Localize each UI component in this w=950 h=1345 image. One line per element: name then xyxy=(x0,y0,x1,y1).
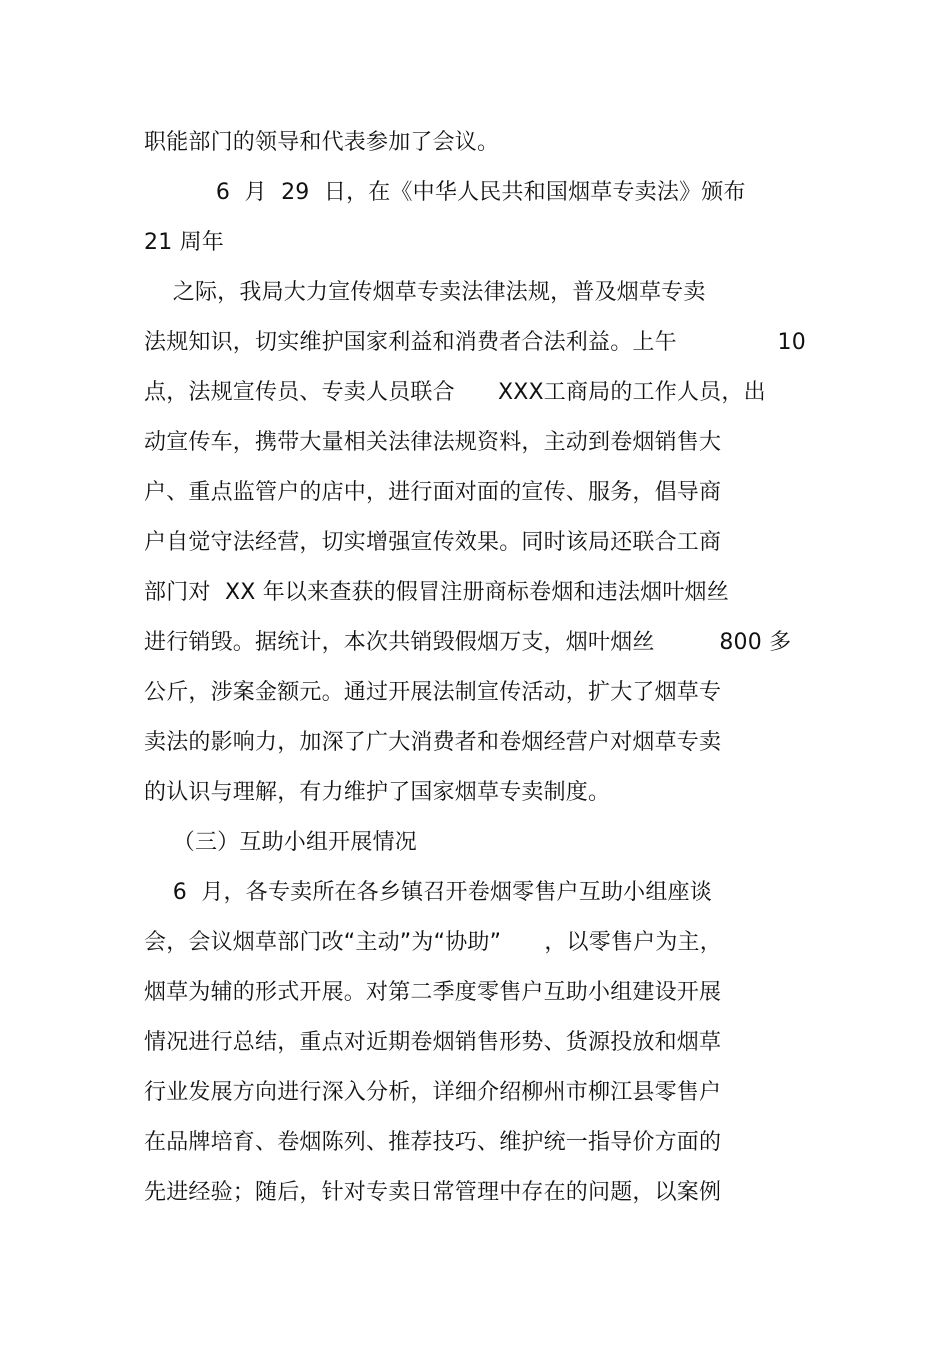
text-line: 在品牌培育、卷烟陈列、推荐技巧、维护统一指导价方面的 xyxy=(144,1130,722,1155)
text-line: 公斤，涉案金额元。通过开展法制宣传活动，扩大了烟草专 xyxy=(144,680,722,705)
text-line: 先进经验；随后，针对专卖日常管理中存在的问题，以案例 xyxy=(144,1180,722,1205)
text-line: 法规知识，切实维护国家利益和消费者合法利益。上午 10 xyxy=(144,330,806,355)
text-line: 动宣传车，携带大量相关法律法规资料，主动到卷烟销售大 xyxy=(144,430,722,455)
text-line: 6 月，各专卖所在各乡镇召开卷烟零售户互助小组座谈 xyxy=(144,880,712,905)
text-line: 会，会议烟草部门改“主动”为“协助” ，以零售户为主， xyxy=(144,930,722,955)
text-line: 6 月 29 日，在《中华人民共和国烟草专卖法》颁布 xyxy=(144,180,746,205)
text-line: 户自觉守法经营，切实增强宣传效果。同时该局还联合工商 xyxy=(144,530,722,555)
text-line: 进行销毁。据统计，本次共销毁假烟万支，烟叶烟丝 800 多 xyxy=(144,630,792,655)
text-line: 点，法规宣传员、专卖人员联合 XXX工商局的工作人员，出 xyxy=(144,380,766,405)
text-line: 的认识与理解，有力维护了国家烟草专卖制度。 xyxy=(144,780,611,805)
text-line: 之际，我局大力宣传烟草专卖法律法规，普及烟草专卖 xyxy=(144,280,706,305)
text-line: 职能部门的领导和代表参加了会议。 xyxy=(144,130,500,155)
text-line: 卖法的影响力，加深了广大消费者和卷烟经营户对烟草专卖 xyxy=(144,730,722,755)
section-heading: （三）互助小组开展情况 xyxy=(144,830,417,855)
text-line: 户、重点监管户的店中，进行面对面的宣传、服务，倡导商 xyxy=(144,480,722,505)
text-line: 行业发展方向进行深入分析，详细介绍柳州市柳江县零售户 xyxy=(144,1080,722,1105)
text-line: 21 周年 xyxy=(144,230,224,255)
text-line: 情况进行总结，重点对近期卷烟销售形势、货源投放和烟草 xyxy=(144,1030,722,1055)
text-line: 部门对 XX 年以来查获的假冒注册商标卷烟和违法烟叶烟丝 xyxy=(144,580,729,605)
text-line: 烟草为辅的形式开展。对第二季度零售户互助小组建设开展 xyxy=(144,980,722,1005)
